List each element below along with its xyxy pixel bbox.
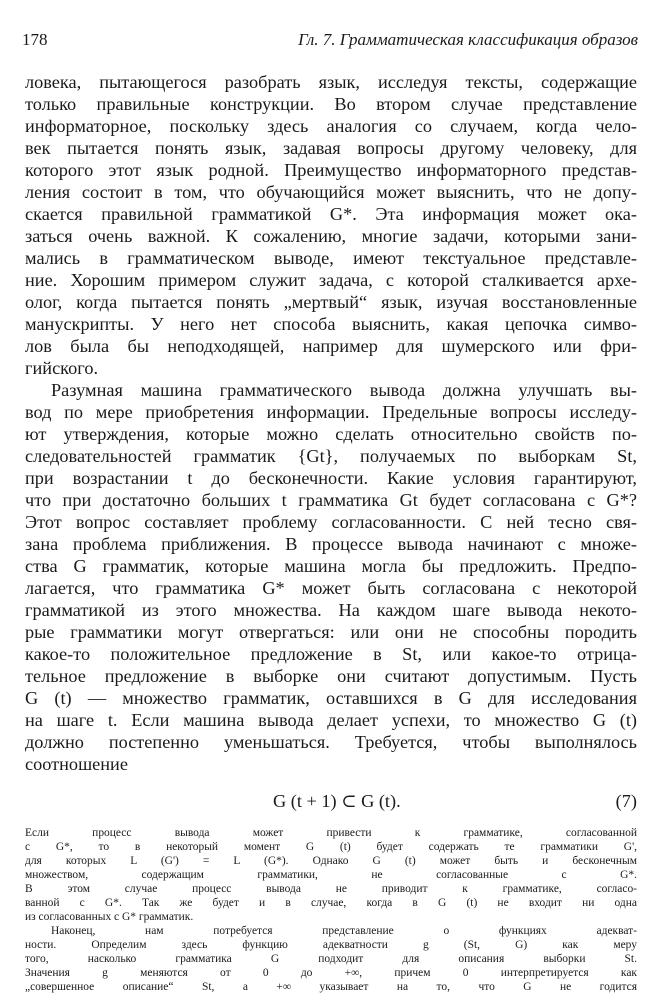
text-line: ления состоит в том, что обучающийся может выяснить, что не допу-	[25, 182, 637, 202]
text-line: Значения g меняются от 0 до +∞, причем 0 интерпретируется как	[25, 967, 637, 979]
text-line: только правильные конструкции. Во втором случае представление	[25, 94, 637, 114]
text-line: должно постепенно уменьшаться. Требуется, чтобы выполнялось	[25, 732, 637, 752]
equation-number: (7)	[615, 791, 637, 811]
text-line: соотношение	[25, 754, 128, 774]
text-line: зана проблема приближения. В процессе вывода начинают с множе-	[25, 534, 637, 554]
text-line: лагается, что грамматика G* может быть согласована с некоторой	[25, 578, 637, 598]
text-line: рые грамматики могут отвергаться: или они не способны породить	[25, 622, 637, 642]
text-line: ности. Определим здесь функцию адекватности g (St, G) как меру	[25, 939, 637, 951]
text-line: манускрипты. У него нет способа выяснить, какая цепочка симво-	[25, 314, 637, 334]
text-line: олог, когда пытается понять „мертвый“ язык, изучая восстановленные	[25, 292, 637, 312]
text-line: информаторное, поскольку здесь аналогия со случаем, когда чело-	[25, 116, 637, 136]
text-line: Разумная машина грамматического вывода должна улучшать вы-	[51, 380, 637, 400]
text-line: грамматикой из этого множества. На каждом шаге вывода некото-	[25, 600, 637, 620]
page-number: 178	[22, 30, 48, 49]
text-line: Если процесс вывода может привести к грамматике, согласованной	[25, 827, 637, 839]
text-line: ние. Хорошим примером служит задача, с которой сталкивается архе-	[25, 270, 637, 290]
text-line: „совершенное описание“ St, а +∞ указывает на то, что G не годится	[25, 981, 637, 993]
text-line: на шаге t. Если машина вывода делает успехи, то множество G (t)	[25, 710, 637, 730]
text-line: мались в грамматическом выводе, имеют текстуальное представле-	[25, 248, 637, 268]
text-line: из согласованных с G* грамматик.	[25, 911, 194, 923]
text-line: век пытается понять язык, задавая вопросы другому человеку, для	[25, 138, 637, 158]
text-line: гийского.	[25, 358, 99, 378]
text-line: при возрастании t до бесконечности. Какие условия гарантируют,	[25, 468, 637, 488]
text-line: следовательностей грамматик {Gt}, получаемых по выборкам St,	[25, 446, 637, 466]
text-line: ства G грамматик, которые машина могла бы предложить. Предпо-	[25, 556, 637, 576]
text-line: вод по мере приобретения информации. Предельные вопросы исследу-	[25, 402, 637, 422]
text-line: скается правильной грамматикой G*. Эта информация может ока-	[25, 204, 637, 224]
text-line: с G*, то в некоторый момент G (t) будет содержать те грамматики G',	[25, 841, 637, 853]
running-title: Гл. 7. Грамматическая классификация образов	[298, 30, 638, 49]
equation-formula: G (t + 1) ⊂ G (t).	[273, 791, 401, 811]
equation	[25, 789, 637, 813]
text-line: множеством, содержащим грамматики, не согласованные с G*.	[25, 869, 637, 881]
text-line: Этот вопрос составляет проблему согласованности. С ней тесно свя-	[25, 512, 637, 532]
text-line: какое-то положительное предложение в St, или какое-то отрица-	[25, 644, 637, 664]
text-line: ют утверждения, которые можно сделать относительно свойств по-	[25, 424, 637, 444]
text-line: тельное предложение в выборке они считают допустимым. Пусть	[25, 666, 637, 686]
text-line: заться очень важной. К сожалению, многие задачи, которыми зани-	[25, 226, 637, 246]
text-line: Наконец, нам потребуется представление о функциях адекват-	[51, 925, 637, 937]
text-line: того, насколько грамматика G подходит для описания выборки St.	[25, 953, 637, 965]
text-line: которого этот язык родной. Преимущество информаторного представ-	[25, 160, 637, 180]
text-line: В этом случае процесс вывода не приводит к грамматике, согласо-	[25, 883, 637, 895]
text-line: что при достаточно больших t грамматика Gt будет согласована с G*?	[25, 490, 637, 510]
text-line: для которых L (G') = L (G*). Однако G (t) может быть и бесконечным	[25, 855, 637, 867]
text-line: лов была бы неподходящей, например для шумерского или фри-	[25, 336, 637, 356]
text-line: G (t) — множество грамматик, оставшихся в G для исследования	[25, 688, 637, 708]
text-line: ванной с G*. Так же будет и в случае, когда в G (t) не входит ни одна	[25, 897, 637, 909]
text-line: ловека, пытающегося разобрать язык, исследуя тексты, содержащие	[25, 72, 637, 92]
page-header	[22, 30, 638, 54]
